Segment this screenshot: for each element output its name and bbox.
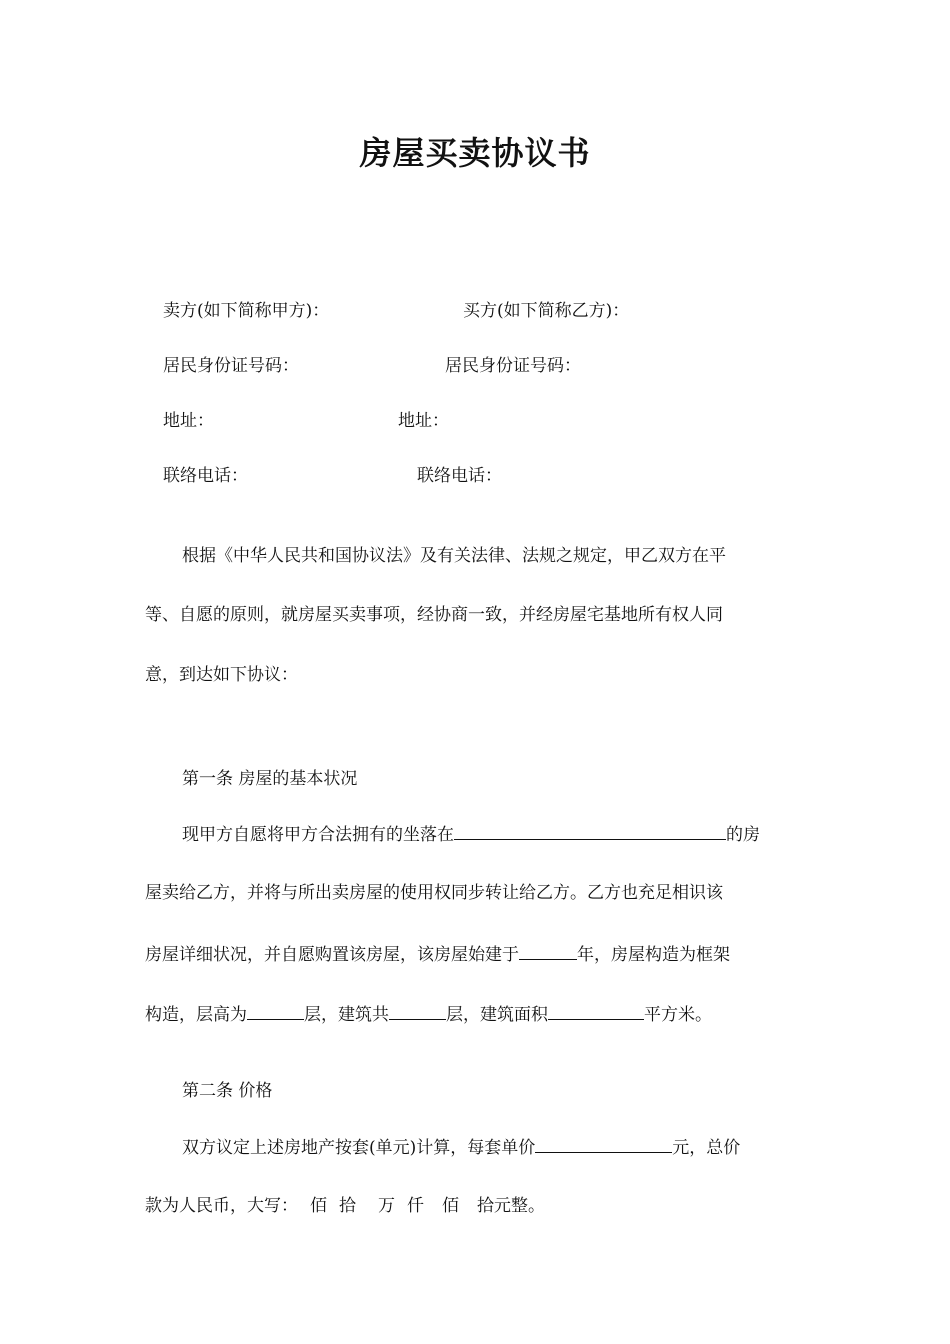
- intro-line-1: 根据《中华人民共和国协议法》及有关法律、法规之规定，甲乙双方在平: [182, 546, 726, 566]
- article-1-line-4: [145, 1002, 712, 1026]
- buyer-address-label: 地址：: [398, 411, 449, 431]
- unit-bai-2: 佰: [442, 1196, 459, 1216]
- buyer-id-label: 居民身份证号码：: [445, 356, 581, 376]
- article-1-heading: 第一条 房屋的基本状况: [182, 769, 358, 789]
- unit-qian: 仟: [407, 1196, 424, 1216]
- article-1-text: 平方米。: [644, 1005, 712, 1025]
- article-2-line-1: [182, 1135, 740, 1159]
- floor-height-blank[interactable]: [247, 1002, 304, 1020]
- article-1-text: 的房: [726, 825, 760, 845]
- article-1-line-3: [145, 942, 730, 966]
- article-1-line-2: 屋卖给乙方，并将与所出卖房屋的使用权同步转让给乙方。乙方也充足相识该: [145, 883, 723, 903]
- article-2-text: 元，总价: [672, 1138, 741, 1158]
- intro-line-3: 意，到达如下协议：: [145, 665, 298, 685]
- article-1-text: 现甲方自愿将甲方合法拥有的坐落在: [182, 825, 454, 845]
- document-title: 房屋买卖协议书: [359, 134, 591, 172]
- article-2-text: 双方议定上述房地产按套(单元)计算，每套单价: [182, 1138, 536, 1158]
- unit-price-blank[interactable]: [535, 1135, 672, 1153]
- total-floors-blank[interactable]: [389, 1002, 446, 1020]
- seller-phone-label: 联络电话：: [163, 466, 248, 486]
- seller-label: 卖方(如下简称甲方)：: [163, 301, 330, 321]
- unit-bai: 佰: [310, 1196, 327, 1216]
- unit-wan: 万: [378, 1196, 395, 1216]
- unit-end: 拾元整。: [477, 1196, 545, 1216]
- build-year-blank[interactable]: [519, 942, 577, 960]
- seller-address-label: 地址：: [163, 411, 214, 431]
- article-1-line-1: [182, 822, 760, 846]
- article-2-heading: 第二条 价格: [182, 1081, 273, 1101]
- article-1-text: 构造，层高为: [145, 1005, 247, 1025]
- article-1-text: 层，建筑面积: [446, 1005, 548, 1025]
- article-1-text: 房屋详细状况，并自愿购置该房屋，该房屋始建于: [145, 945, 519, 965]
- unit-shi: 拾: [339, 1196, 356, 1216]
- seller-id-label: 居民身份证号码：: [163, 356, 299, 376]
- buyer-label: 买方(如下简称乙方)：: [463, 301, 630, 321]
- area-blank[interactable]: [548, 1002, 644, 1020]
- article-1-text: 年，房屋构造为框架: [577, 945, 730, 965]
- article-2-line-2: [145, 1195, 545, 1217]
- buyer-phone-label: 联络电话：: [417, 466, 502, 486]
- article-1-text: 层，建筑共: [304, 1005, 389, 1025]
- location-blank[interactable]: [454, 822, 726, 840]
- intro-line-2: 等、自愿的原则，就房屋买卖事项，经协商一致，并经房屋宅基地所有权人同: [145, 605, 723, 625]
- article-2-text: 款为人民币，大写：: [145, 1196, 298, 1216]
